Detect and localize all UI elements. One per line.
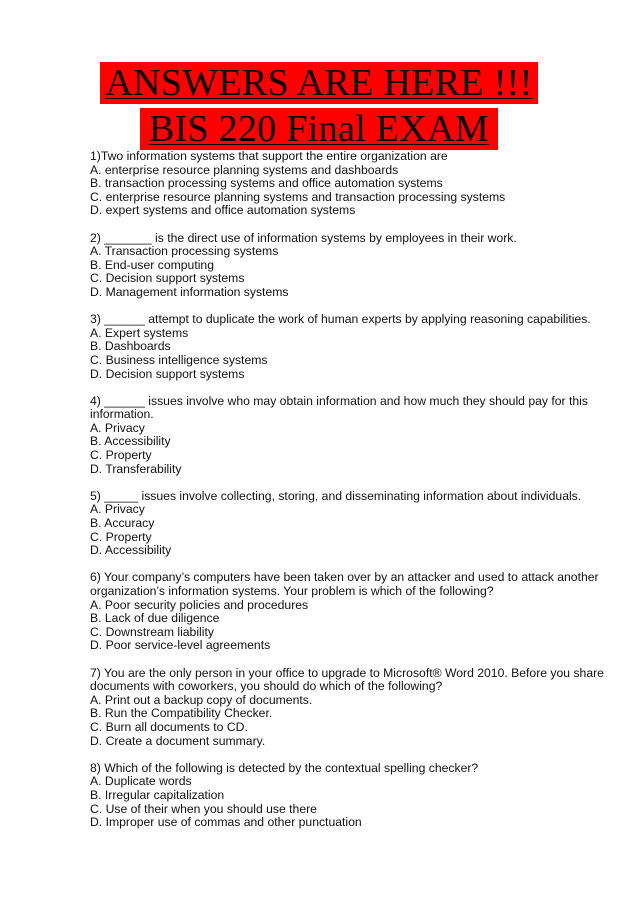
question-5 xyxy=(90,490,610,558)
answer-option: C. Use of their when you should use there xyxy=(90,801,317,816)
question-text: 5) _____ issues involve collecting, storing, and disseminating information about individuals. xyxy=(90,488,582,503)
answer-option: C. Burn all documents to CD. xyxy=(90,719,248,734)
answer-option: D. Transferability xyxy=(90,461,182,476)
answer-option: B. Irregular capitalization xyxy=(90,787,225,802)
question-text: 7) You are the only person in your office to upgrade to Microsoft® Word 2010. Before you share documents with coworkers, you should do which of the following? xyxy=(90,665,608,694)
banner-row-2 xyxy=(0,108,638,150)
answer-option: A. Transaction processing systems xyxy=(90,244,279,259)
answer-option: D. Improper use of commas and other punctuation xyxy=(90,815,362,830)
answer-option: C. enterprise resource planning systems and transaction processing systems xyxy=(90,189,506,204)
answer-option: A. enterprise resource planning systems and dashboards xyxy=(90,162,399,177)
banner-row-1 xyxy=(0,62,638,104)
answer-option: D. Decision support systems xyxy=(90,366,245,381)
answer-option: C. Decision support systems xyxy=(90,271,245,286)
question-1 xyxy=(90,150,610,218)
question-text: 2) _______ is the direct use of information systems by employees in their work. xyxy=(90,230,517,245)
answer-option: C. Downstream liability xyxy=(90,624,214,639)
answer-option: C. Property xyxy=(90,448,152,463)
question-2 xyxy=(90,232,610,300)
answer-option: B. End-user computing xyxy=(90,257,214,272)
answer-option: A. Privacy xyxy=(90,502,145,517)
answer-option: B. Dashboards xyxy=(90,339,171,354)
banner-headline: ANSWERS ARE HERE !!! xyxy=(100,62,538,104)
answer-option: D. Create a document summary. xyxy=(90,733,266,748)
answer-option: B. transaction processing systems and office automation systems xyxy=(90,176,443,191)
question-7 xyxy=(90,667,610,749)
question-4 xyxy=(90,395,610,477)
answer-option: A. Privacy xyxy=(90,420,145,435)
question-list xyxy=(90,150,610,843)
question-text: 6) Your company’s computers have been taken over by an attacker and used to attack another organization’s information systems. Your problem is which of the following? xyxy=(90,570,602,598)
exam-title: BIS 220 Final EXAM xyxy=(140,108,498,150)
answer-option: C. Property xyxy=(90,529,152,544)
answer-option: B. Accuracy xyxy=(90,516,155,531)
question-text: 1)Two information systems that support the entire organization are xyxy=(90,149,448,163)
answer-option: C. Business intelligence systems xyxy=(90,352,268,367)
answer-option: B. Run the Compatibility Checker. xyxy=(90,706,273,721)
answer-option: D. expert systems and office automation systems xyxy=(90,203,356,218)
answer-option: D. Poor service-level agreements xyxy=(90,638,271,653)
question-text: 3) ______ attempt to duplicate the work of human experts by applying reasoning capabilities. xyxy=(90,312,591,327)
answer-option: A. Duplicate words xyxy=(90,774,192,789)
answer-option: A. Print out a backup copy of documents. xyxy=(90,692,313,707)
answer-option: B. Lack of due diligence xyxy=(90,611,220,626)
question-8 xyxy=(90,762,610,830)
question-text: 4) ______ issues involve who may obtain information and how much they should pay for this information. xyxy=(90,393,592,422)
question-text: 8) Which of the following is detected by the contextual spelling checker? xyxy=(90,760,479,775)
answer-option: D. Management information systems xyxy=(90,284,289,299)
answer-option: A. Expert systems xyxy=(90,325,189,340)
question-3 xyxy=(90,313,610,381)
answer-option: B. Accessibility xyxy=(90,434,171,449)
answer-option: D. Accessibility xyxy=(90,543,172,558)
answer-option: A. Poor security policies and procedures xyxy=(90,597,309,612)
question-6 xyxy=(90,571,610,653)
